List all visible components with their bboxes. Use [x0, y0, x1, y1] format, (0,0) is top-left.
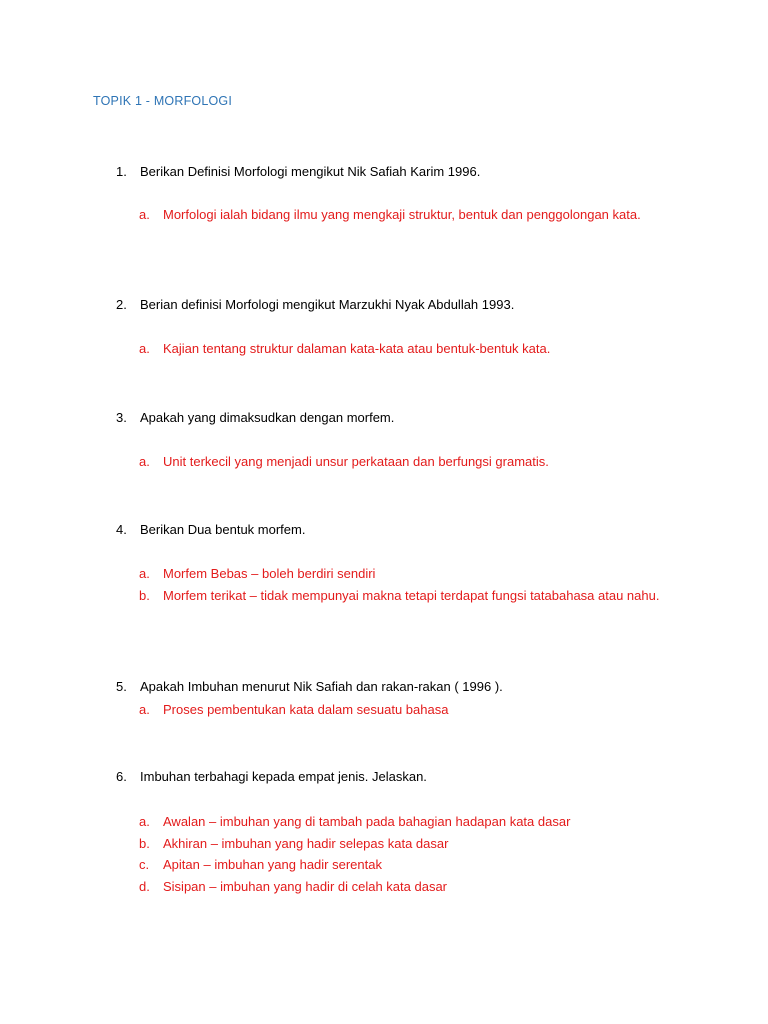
question-3	[116, 409, 676, 427]
answer-6b	[139, 833, 679, 855]
answer-letter: a.	[139, 702, 150, 717]
answer-6a	[139, 811, 679, 833]
question-1	[116, 163, 676, 181]
answer-letter: a.	[139, 814, 150, 829]
question-number: 6.	[116, 769, 127, 784]
answer-letter: c.	[139, 857, 150, 872]
answer-text: Morfem terikat – tidak mempunyai makna tetapi terdapat fungsi tatabahasa atau nahu.	[163, 588, 660, 603]
question-4	[116, 521, 676, 539]
question-text: Apakah Imbuhan menurut Nik Safiah dan rakan-rakan ( 1996 ).	[140, 679, 503, 694]
answer-text: Awalan – imbuhan yang di tambah pada bahagian hadapan kata dasar	[163, 814, 571, 829]
question-2	[116, 296, 676, 314]
answer-text: Proses pembentukan kata dalam sesuatu bahasa	[163, 702, 449, 717]
question-text: Imbuhan terbahagi kepada empat jenis. Jelaskan.	[140, 769, 427, 784]
answer-text: Apitan – imbuhan yang hadir serentak	[163, 857, 382, 872]
question-number: 5.	[116, 679, 127, 694]
question-text: Berian definisi Morfologi mengikut Marzukhi Nyak Abdullah 1993.	[140, 297, 515, 312]
answer-3a	[139, 451, 679, 473]
page-title: TOPIK 1 - MORFOLOGI	[93, 94, 233, 108]
answer-6c	[139, 854, 679, 876]
question-number: 4.	[116, 522, 127, 537]
question-text: Berikan Definisi Morfologi mengikut Nik Safiah Karim 1996.	[140, 164, 481, 179]
answer-text: Akhiran – imbuhan yang hadir selepas kata dasar	[163, 836, 449, 851]
question-5	[116, 678, 676, 696]
question-text: Berikan Dua bentuk morfem.	[140, 522, 306, 537]
answer-2a	[139, 338, 679, 360]
question-number: 1.	[116, 164, 127, 179]
answer-text: Kajian tentang struktur dalaman kata-kata atau bentuk-bentuk kata.	[163, 341, 551, 356]
answer-letter: b.	[139, 836, 150, 851]
answer-letter: b.	[139, 588, 150, 603]
question-number: 3.	[116, 410, 127, 425]
question-6	[116, 768, 676, 786]
answer-letter: a.	[139, 566, 150, 581]
question-number: 2.	[116, 297, 127, 312]
answer-text: Unit terkecil yang menjadi unsur perkataan dan berfungsi gramatis.	[163, 454, 549, 469]
answer-5a	[139, 699, 679, 721]
answer-text: Morfologi ialah bidang ilmu yang mengkaji struktur, bentuk dan penggolongan kata.	[163, 207, 641, 222]
answer-4a	[139, 563, 679, 585]
answer-letter: a.	[139, 454, 150, 469]
answer-4b	[139, 585, 679, 607]
answer-6d	[139, 876, 679, 898]
answer-letter: a.	[139, 207, 150, 222]
answer-text: Morfem Bebas – boleh berdiri sendiri	[163, 566, 376, 581]
question-text: Apakah yang dimaksudkan dengan morfem.	[140, 410, 395, 425]
answer-text: Sisipan – imbuhan yang hadir di celah kata dasar	[163, 879, 448, 894]
answer-letter: a.	[139, 341, 150, 356]
answer-letter: d.	[139, 879, 150, 894]
answer-1a	[139, 204, 659, 226]
